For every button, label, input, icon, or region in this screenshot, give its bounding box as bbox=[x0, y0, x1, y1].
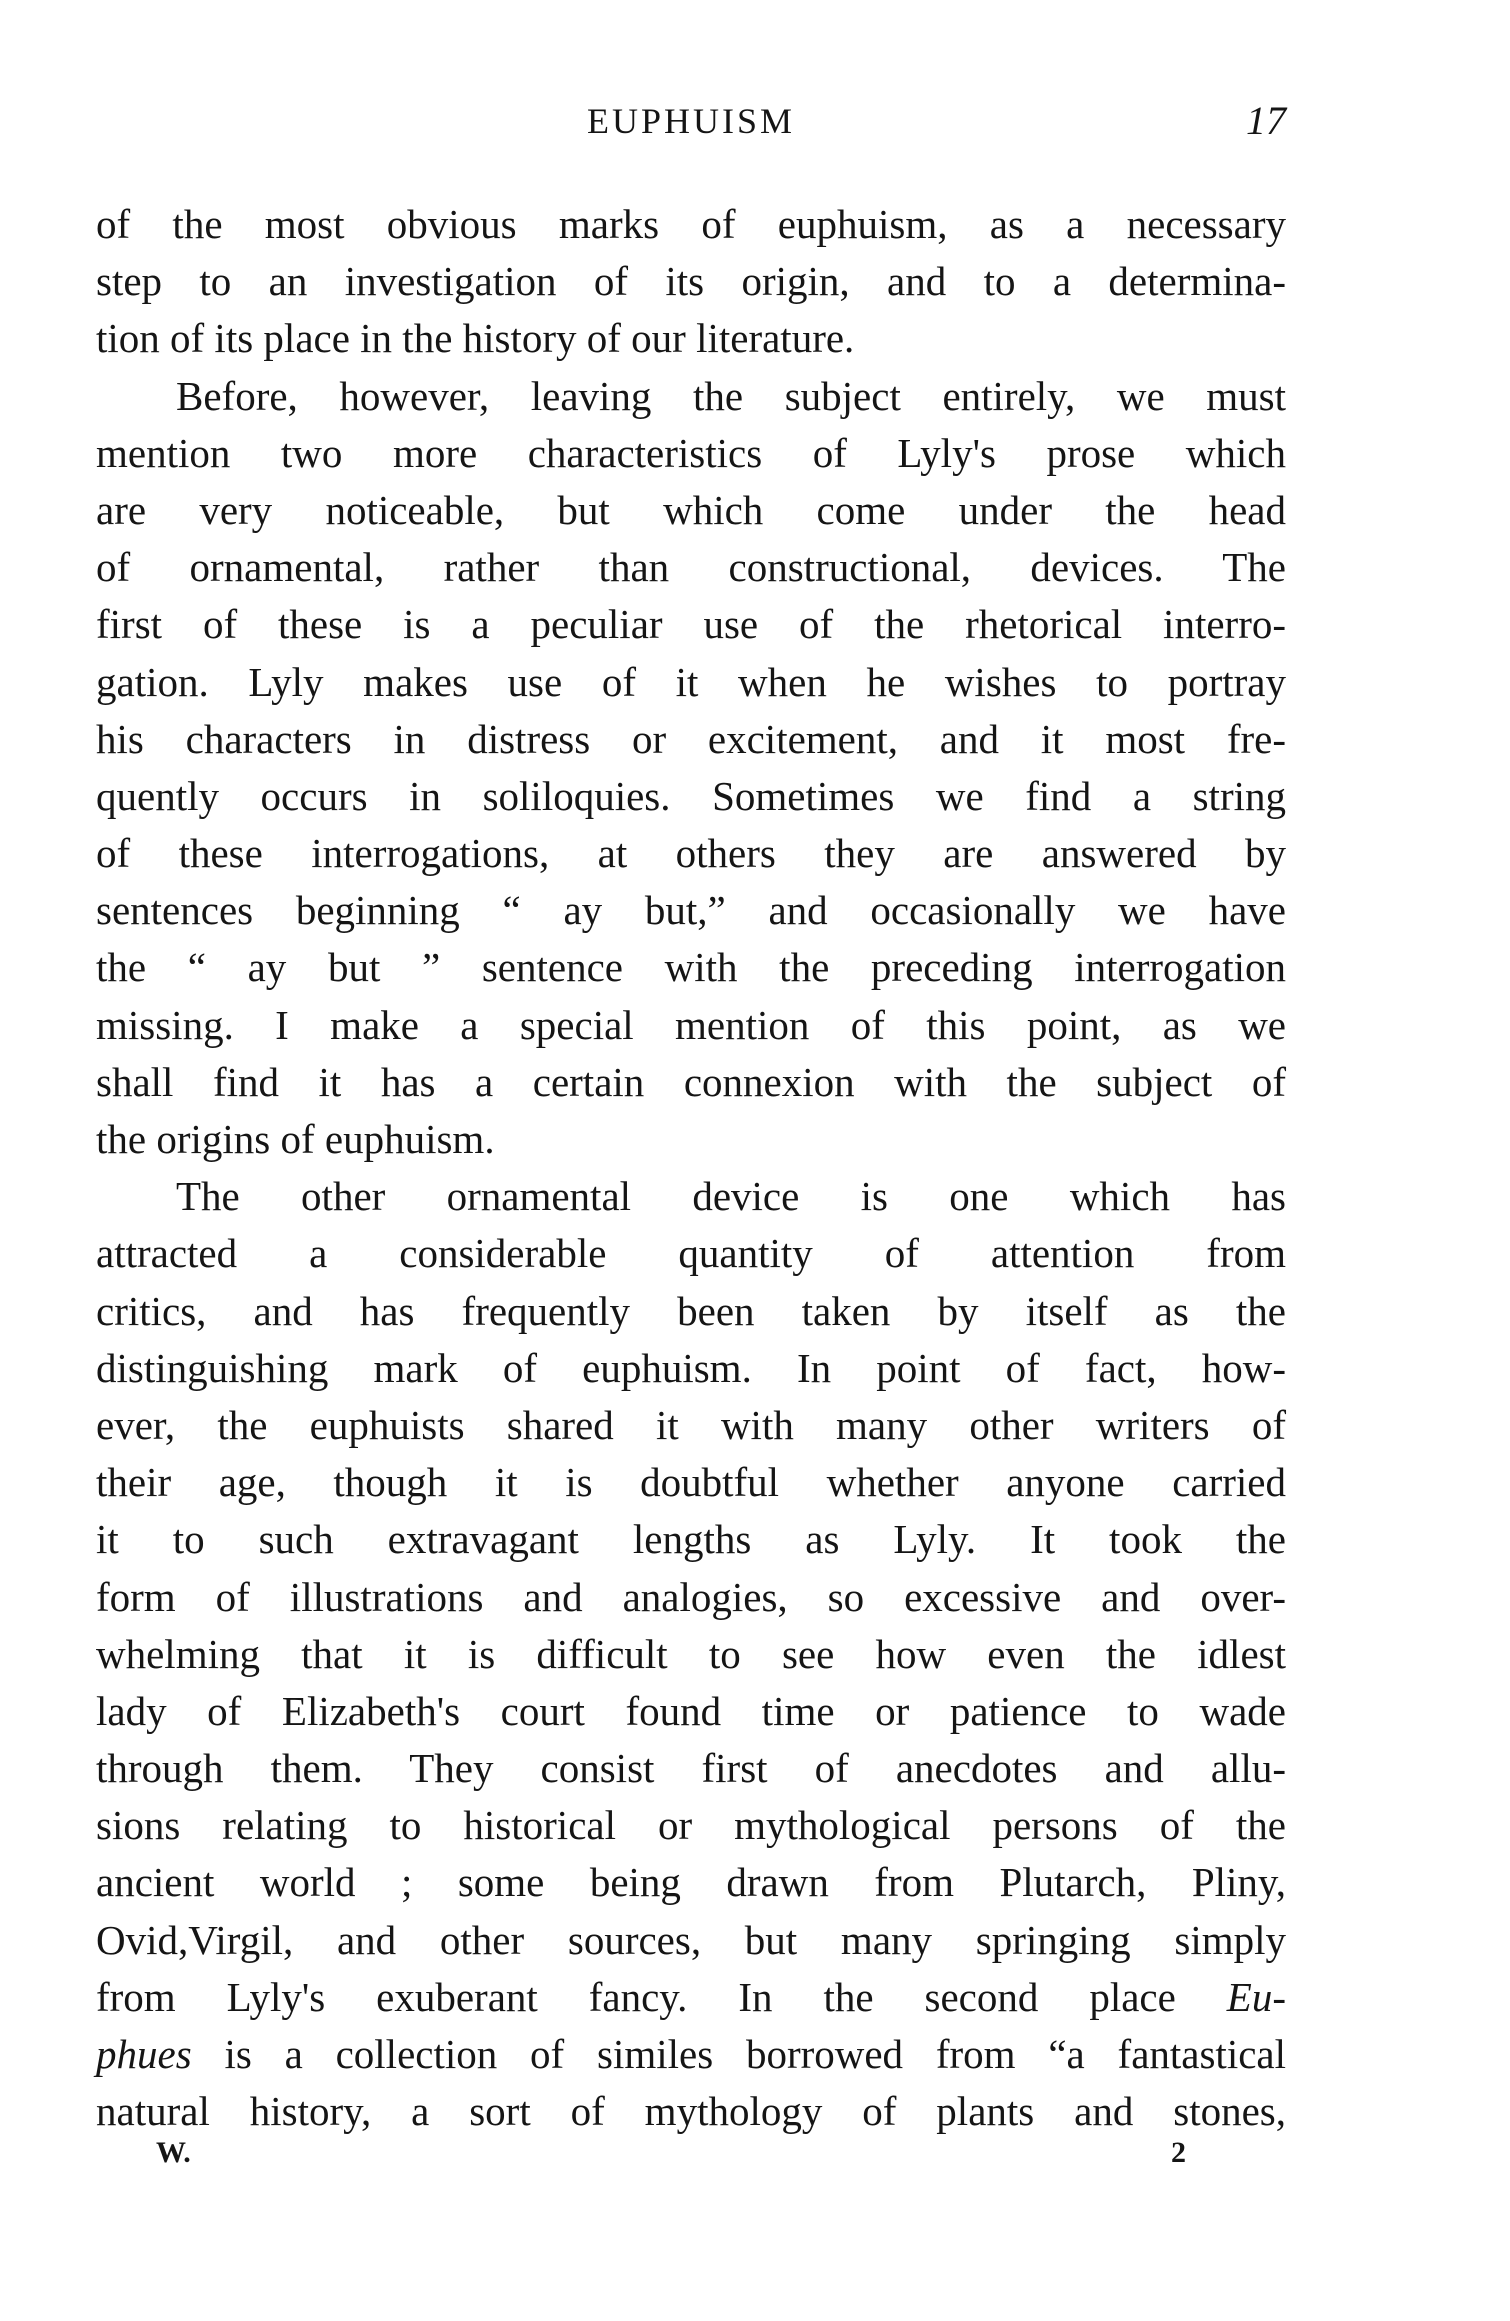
text-segment: is a collection of similes borrowed from “a fantastical bbox=[224, 2031, 1286, 2077]
text-line: distinguishing mark of euphuism. In point of fact, how- bbox=[96, 1344, 1286, 1391]
running-head bbox=[96, 96, 1286, 146]
text-line: natural history, a sort of mythology of plants and stones, bbox=[96, 2088, 1286, 2135]
text-line: their age, though it is doubtful whether anyone carried bbox=[96, 1459, 1286, 1506]
text-line: are very noticeable, but which come under the head bbox=[96, 486, 1286, 533]
text-segment: from Lyly's exuberant fancy. In the second place bbox=[96, 1973, 1176, 2020]
text-line: whelming that it is difficult to see how even the idlest bbox=[96, 1630, 1286, 1677]
text-line: quently occurs in soliloquies. Sometimes we find a string bbox=[96, 772, 1286, 819]
text-line: his characters in distress or excitement, and it most fre- bbox=[96, 715, 1286, 762]
text-line: critics, and has frequently been taken by itself as the bbox=[96, 1287, 1286, 1334]
text-line: of the most obvious marks of euphuism, as a necessary bbox=[96, 201, 1286, 247]
paragraph-first-line: The other ornamental device is one which has bbox=[176, 1173, 1286, 1220]
text-line: sions relating to historical or mythological persons of the bbox=[96, 1802, 1286, 1849]
text-line: the “ ay but ” sentence with the preceding interrogation bbox=[96, 944, 1286, 991]
text-line: sentences beginning “ ay but,” and occasionally we have bbox=[96, 887, 1286, 934]
text-line: ancient world ; some being drawn from Plutarch, Pliny, bbox=[96, 1859, 1286, 1906]
sheet-number: 2 bbox=[1171, 2136, 1186, 2169]
running-title: EUPHUISM bbox=[586, 101, 796, 141]
text-line-with-title bbox=[96, 2026, 1286, 2083]
text-line: mention two more characteristics of Lyly's prose which bbox=[96, 429, 1286, 476]
text-line: it to such extravagant lengths as Lyly. It took the bbox=[96, 1516, 1286, 1563]
italic-title: Eu- bbox=[1226, 1973, 1286, 2020]
text-line: gation. Lyly makes use of it when he wishes to portray bbox=[96, 658, 1286, 705]
text-line: the origins of euphuism. bbox=[96, 1116, 495, 1162]
text-line: shall find it has a certain connexion with the subject of bbox=[96, 1058, 1286, 1105]
text-line: of ornamental, rather than constructional, devices. The bbox=[96, 544, 1286, 591]
text-line: through them. They consist first of anecdotes and allu- bbox=[96, 1745, 1286, 1792]
text-line-with-title bbox=[96, 1969, 1286, 2026]
paragraph-first-line: Before, however, leaving the subject entirely, we must bbox=[176, 372, 1286, 419]
text-line: form of illustrations and analogies, so excessive and over- bbox=[96, 1573, 1286, 1620]
text-line: lady of Elizabeth's court found time or patience to wade bbox=[96, 1687, 1286, 1734]
signature-mark: W. bbox=[156, 2136, 191, 2169]
text-line: of these interrogations, at others they are answered by bbox=[96, 830, 1286, 877]
text-line: ever, the euphuists shared it with many other writers of bbox=[96, 1401, 1286, 1448]
body-text bbox=[96, 196, 1286, 2140]
page-footer bbox=[96, 2130, 1186, 2176]
text-line: step to an investigation of its origin, and to a determina- bbox=[96, 258, 1286, 305]
text-line: tion of its place in the history of our literature. bbox=[96, 315, 855, 362]
italic-title: phues bbox=[96, 2031, 192, 2077]
text-line: first of these is a peculiar use of the rhetorical interro- bbox=[96, 601, 1286, 648]
text-line: Ovid,Virgil, and other sources, but many springing simply bbox=[96, 1916, 1286, 1963]
text-line: missing. I make a special mention of this point, as we bbox=[96, 1001, 1286, 1048]
page-number: 17 bbox=[1246, 98, 1286, 143]
text-line: attracted a considerable quantity of attention from bbox=[96, 1230, 1286, 1277]
